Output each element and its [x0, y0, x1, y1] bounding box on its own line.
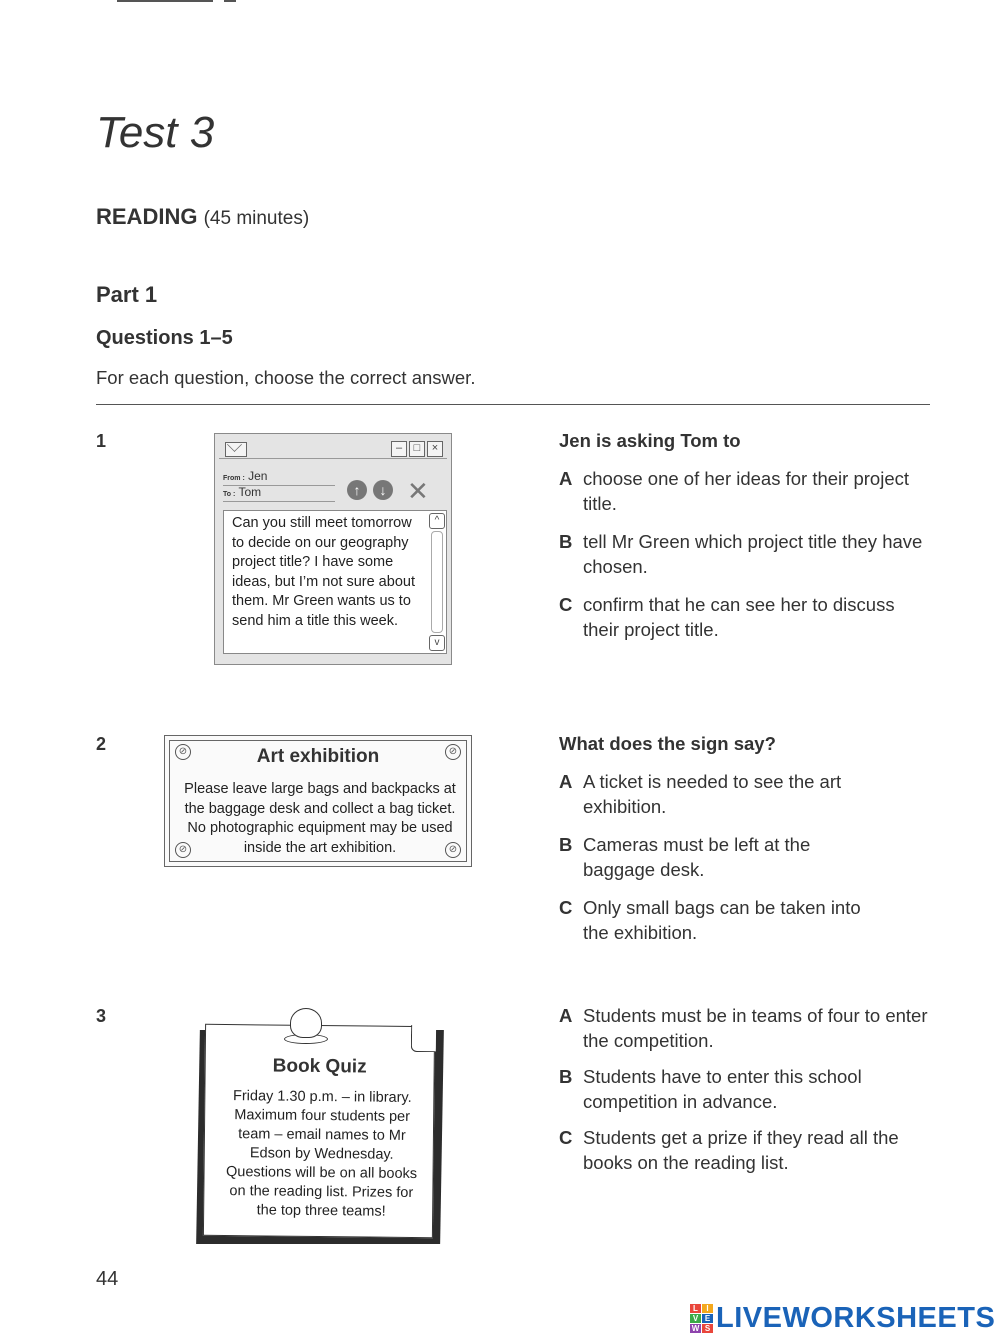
- question-number: 3: [96, 1006, 107, 1026]
- logo-tile: V: [690, 1314, 701, 1323]
- scroll-up-icon: ^: [429, 513, 445, 529]
- questions-range: Questions 1–5: [96, 327, 233, 349]
- delete-icon: ✕: [407, 476, 429, 506]
- brand-name: LIVEWORKSHEETS: [716, 1301, 996, 1334]
- sign-title: Art exhibition: [256, 746, 380, 767]
- email-header-fields: [223, 470, 335, 502]
- sign-text: Please leave large bags and backpacks at the baggage desk and collect a bag ticket. No photographic equipment may be used inside the art exhibition.: [184, 781, 456, 856]
- part-heading: Part 1: [96, 282, 158, 307]
- option-text: Students get a prize if they read all the books on the reading list.: [583, 1127, 899, 1173]
- notice-text: Friday 1.30 p.m. – in library. Maximum four students per team – email names to Mr Edson by Wednesday. Questions will be on all books on the reading list. Prizes for the top three teams!: [225, 1088, 418, 1220]
- option-letter: A: [559, 1005, 573, 1026]
- logo-tile: I: [702, 1304, 713, 1313]
- option-1b: [559, 529, 929, 579]
- option-text: confirm that he can see her to discuss their project title.: [583, 594, 895, 640]
- envelope-icon: [225, 442, 247, 457]
- close-icon: ×: [427, 441, 443, 457]
- option-3a: [559, 1003, 929, 1053]
- section-duration: (45 minutes): [203, 208, 310, 229]
- option-text: Cameras must be left at the baggage desk.: [583, 834, 811, 880]
- option-letter: B: [559, 531, 573, 552]
- option-letter: C: [559, 897, 573, 918]
- option-3c: [559, 1125, 929, 1175]
- question-number: 2: [96, 734, 107, 754]
- section-heading: [96, 204, 309, 230]
- notice-paper: [203, 1024, 435, 1238]
- logo-tile: W: [691, 1324, 700, 1333]
- option-2c: [559, 895, 889, 945]
- page-title: Test 3: [96, 108, 215, 157]
- page-number: 44: [96, 1268, 119, 1290]
- divider: [96, 404, 930, 405]
- email-window: [214, 433, 452, 665]
- option-text: Students have to enter this school competition in advance.: [583, 1066, 862, 1112]
- option-letter: C: [559, 594, 573, 615]
- minimize-icon: –: [391, 441, 407, 457]
- liveworksheets-brand[interactable]: [690, 1302, 995, 1334]
- option-letter: B: [559, 1066, 573, 1087]
- page-curl-icon: [411, 1025, 436, 1052]
- option-text: Only small bags can be taken into the exhibition.: [583, 897, 861, 943]
- option-3b: [559, 1064, 929, 1114]
- book-quiz-notice: [194, 1008, 444, 1244]
- maximize-icon: □: [409, 441, 425, 457]
- to-value: Tom: [238, 485, 262, 499]
- logo-tile: S: [702, 1324, 713, 1333]
- instruction-text: For each question, choose the correct answer.: [96, 367, 476, 388]
- question-number: 1: [96, 431, 107, 451]
- sign: [164, 735, 472, 867]
- option-text: Students must be in teams of four to enter the competition.: [583, 1005, 928, 1051]
- screw-icon: ⊘: [445, 744, 461, 760]
- to-label: To :: [223, 491, 236, 498]
- logo-tile: E: [702, 1314, 713, 1323]
- option-letter: C: [559, 1127, 573, 1148]
- logo-tile: L: [690, 1304, 701, 1313]
- screw-icon: ⊘: [445, 842, 461, 858]
- option-2a: [559, 769, 859, 819]
- arrow-down-icon: ↓: [373, 480, 393, 500]
- email-message: Can you still meet tomorrow to decide on our geography project title? I have some ideas, but I’m not sure about them. Mr Green wants us to send him a title this week.: [232, 515, 415, 629]
- email-titlebar: [219, 438, 447, 459]
- option-text: choose one of her ideas for their project title.: [583, 468, 909, 514]
- top-rule-short: [224, 0, 236, 2]
- scrollbar: [429, 513, 444, 651]
- screw-icon: ⊘: [175, 842, 191, 858]
- question-stem: What does the sign say?: [559, 733, 776, 754]
- option-text: A ticket is needed to see the art exhibition.: [583, 771, 842, 817]
- option-1a: [559, 466, 929, 516]
- top-rule: [117, 0, 213, 2]
- from-value: Jen: [248, 469, 268, 483]
- option-1c: [559, 592, 929, 642]
- section-name: READING: [96, 204, 198, 229]
- screw-icon: ⊘: [175, 744, 191, 760]
- email-body: [223, 510, 447, 654]
- pushpin-icon: [290, 1008, 322, 1038]
- option-letter: A: [559, 771, 573, 792]
- notice-title: Book Quiz: [272, 1055, 367, 1078]
- to-row: [223, 486, 335, 502]
- scroll-down-icon: v: [429, 635, 445, 651]
- from-row: [223, 470, 335, 486]
- option-text: tell Mr Green which project title they have chosen.: [583, 531, 923, 577]
- option-2b: [559, 832, 859, 882]
- option-letter: B: [559, 834, 573, 855]
- scroll-track: [431, 531, 443, 633]
- arrow-up-icon: ↑: [347, 480, 367, 500]
- option-letter: A: [559, 468, 573, 489]
- liveworksheets-logo-icon: [690, 1304, 712, 1332]
- question-stem: Jen is asking Tom to: [559, 430, 741, 451]
- from-label: From :: [223, 475, 245, 482]
